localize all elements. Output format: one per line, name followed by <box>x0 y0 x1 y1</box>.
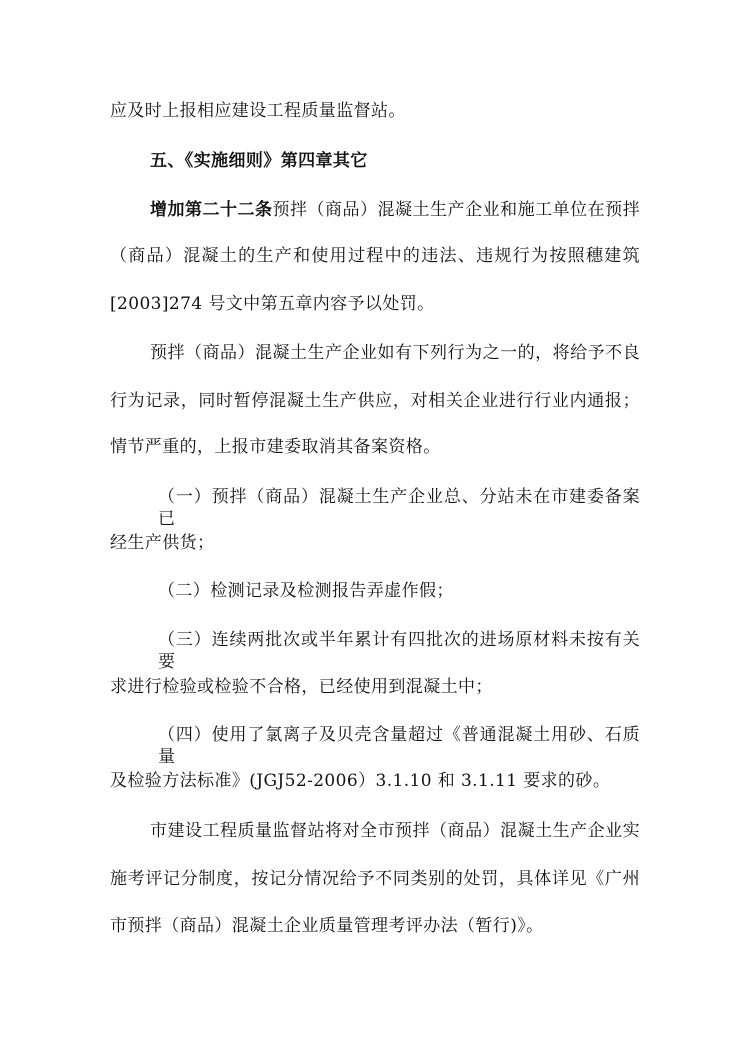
line-text: 情节严重的，上报市建委取消其备案资格。 <box>110 437 441 457</box>
paragraph-line <box>110 868 640 890</box>
list-item-line <box>158 486 640 530</box>
line-text: 求进行检验或检验不合格，已经使用到混凝土中； <box>110 677 493 697</box>
list-item-line <box>110 532 640 554</box>
line-text: 市预拌（商品）混凝土企业质量管理考评办法（暂行)》。 <box>110 916 544 936</box>
line-text: 应及时上报相应建设工程质量监督站。 <box>110 101 406 121</box>
line-text: （三）连续两批次或半年累计有四批次的进场原材料未按有关要 <box>158 630 640 672</box>
line-text: 预拌（商品）混凝土生产企业和施工单位在预拌 <box>272 200 640 220</box>
list-item-line <box>158 629 640 673</box>
paragraph-line <box>110 245 640 267</box>
article-line <box>150 199 640 221</box>
line-text: 施考评记分制度，按记分情况给予不同类别的处罚，具体详见《广州 <box>110 869 640 889</box>
list-item-line <box>110 770 640 792</box>
line-text: （四）使用了氯离子及贝壳含量超过《普通混凝土用砂、石质量 <box>158 725 640 767</box>
line-text: 市建设工程质量监督站将对全市预拌（商品）混凝土生产企业实 <box>150 821 640 841</box>
heading-text: 五、《实施细则》第四章其它 <box>150 151 368 171</box>
line-text: 行为记录，同时暂停混凝土生产供应，对相关企业进行行业内通报； <box>110 391 640 411</box>
list-item-line <box>110 676 640 698</box>
line-text: 预拌（商品）混凝土生产企业如有下列行为之一的，将给予不良 <box>150 343 640 363</box>
paragraph-line <box>110 436 640 458</box>
line-text: [2003]274 号文中第五章内容予以处罚。 <box>110 294 435 314</box>
line-text: 及检验方法标准》(JGJ52-2006）3.1.10 和 3.1.11 要求的砂。 <box>110 771 611 791</box>
paragraph-line <box>150 342 640 364</box>
list-item-line <box>158 580 688 602</box>
paragraph-line <box>110 293 640 315</box>
paragraph-line <box>110 100 640 122</box>
line-text: （一）预拌（商品）混凝土生产企业总、分站未在市建委备案已 <box>158 487 640 529</box>
paragraph-line <box>150 820 640 842</box>
list-item-line <box>158 724 640 768</box>
paragraph-line <box>110 390 640 412</box>
line-text: （二）检测记录及检测报告弄虚作假； <box>158 581 454 601</box>
paragraph-line <box>110 915 640 937</box>
line-text: 经生产供货； <box>110 533 215 553</box>
section-heading <box>150 150 680 172</box>
line-text: （商品）混凝土的生产和使用过程中的违法、违规行为按照穗建筑 <box>110 246 640 266</box>
article-number: 增加第二十二条 <box>150 200 273 220</box>
